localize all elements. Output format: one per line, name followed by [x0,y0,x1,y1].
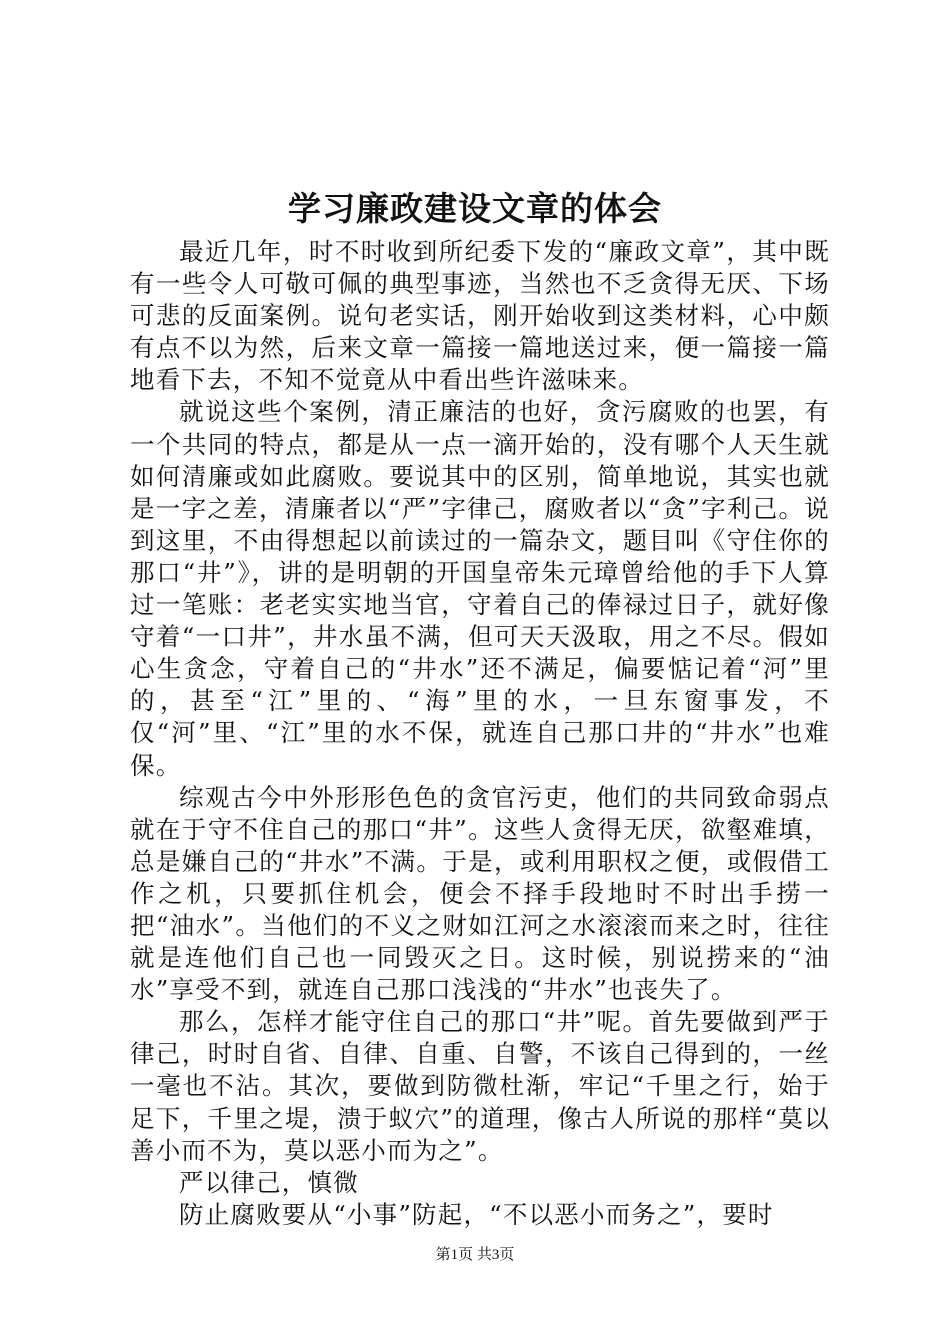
paragraph-4: 那么，怎样才能守住自己的那口“井”呢。首先要做到严于律己，时时自省、自律、自重、自警，不该自己得到的，一丝一毫也不沾。其次，要做到防微杜渐，牢记“千里之行，始于足下，千里之堤，溃于蚁穴”的道理，像古人所说的那样“莫以善小而不为，莫以恶小而为之”。 [130,1007,830,1165]
paragraph-1: 最近几年，时不时收到所纪委下发的“廉政文章”，其中既有一些令人可敬可佩的典型事迹，当然也不乏贪得无厌、下场可悲的反面案例。说句老实话，刚开始收到这类材料，心中颇有点不以为然，后来文章一篇接一篇地送过来，便一篇接一篇地看下去，不知不觉竟从中看出些许滋味来。 [130,237,830,395]
paragraph-2: 就说这些个案例，清正廉洁的也好，贪污腐败的也罢，有一个共同的特点，都是从一点一滴开始的，没有哪个人天生就如何清廉或如此腐败。要说其中的区别，简单地说，其实也就是一字之差，清廉者以“严”字律己，腐败者以“贪”字利己。说到这里，不由得想起以前读过的一篇杂文，题目叫《守住你的那口“井”》，讲的是明朝的开国皇帝朱元璋曾给他的手下人算过一笔账：老老实实地当官，守着自己的俸禄过日子，就好像守着“一口井”，井水虽不满，但可天天汲取，用之不尽。假如心生贪念，守着自己的“井水”还不满足，偏要惦记着“河”里的，甚至“江”里的、“海”里的水，一旦东窗事发，不仅“河”里、“江”里的水不保，就连自己那口井的“井水”也难保。 [130,397,830,780]
document-body [130,236,830,1231]
paragraph-5: 防止腐败要从“小事”防起，“不以恶小而务之”，要时 [179,1199,774,1229]
section-heading: 严以律己，慎微 [179,1167,359,1197]
document-title: 学习廉政建设文章的体会 [288,189,662,228]
page-footer: 第1页 共3页 [435,1247,515,1263]
paragraph-3: 综观古今中外形形色色的贪官污吏，他们的共同致命弱点就在于守不住自己的那口“井”。这些人贪得无厌，欲壑难填，总是嫌自己的“井水”不满。于是，或利用职权之便，或假借工作之机，只要抓住机会，便会不择手段地时不时出手捞一把“油水”。当他们的不义之财如江河之水滚滚而来之时，往往就是连他们自己也一同毁灭之日。这时候，别说捞来的“油水”享受不到，就连自己那口浅浅的“井水”也丧失了。 [130,782,830,1005]
